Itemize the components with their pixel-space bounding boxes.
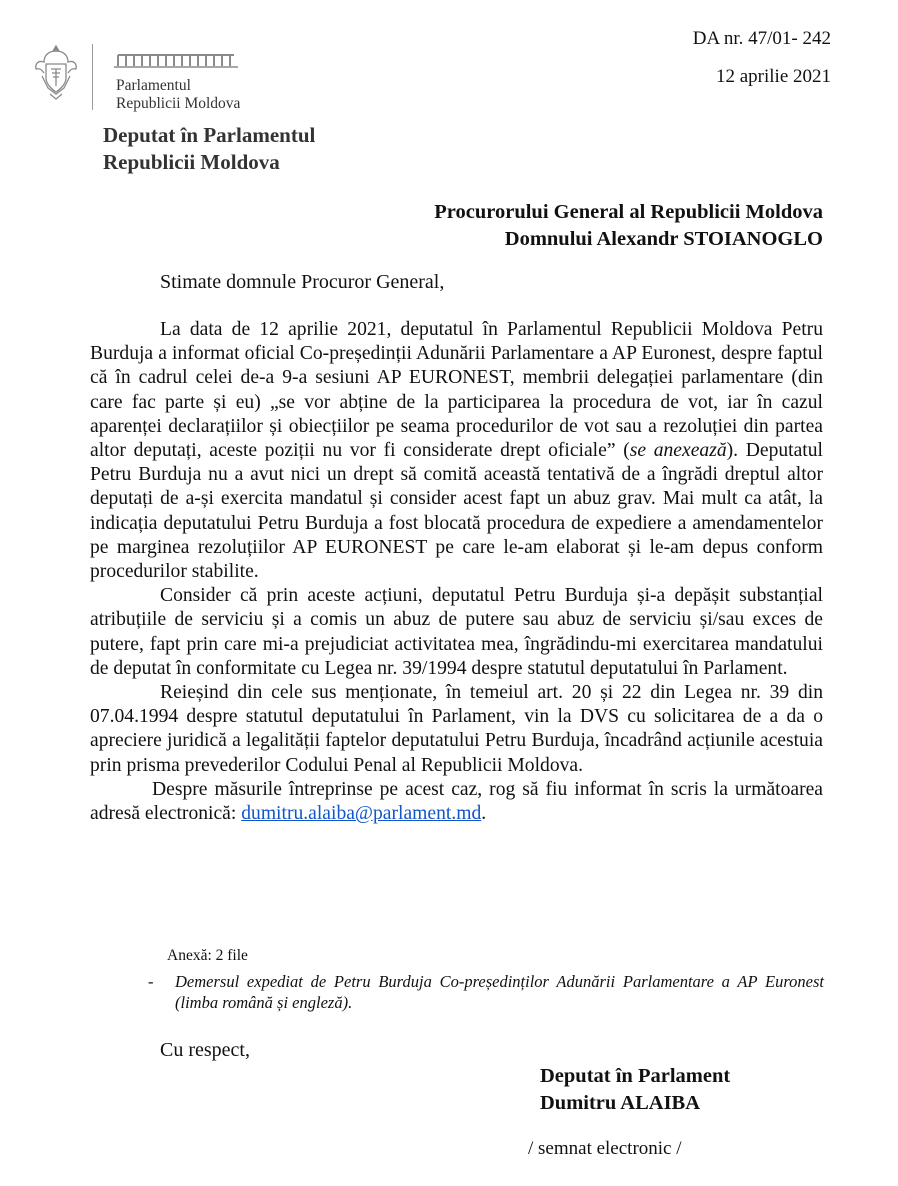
signature-block [540,1063,730,1117]
reference-date: 12 aprilie 2021 [715,66,831,87]
reference-number: DA nr. 47/01- 242 [692,28,831,49]
annex-title: Anexă: 2 file [167,947,248,964]
moldova-coat-of-arms-icon [34,42,78,102]
body-paragraph-3: Reieșind din cele sus menționate, în temeiul art. 20 și 22 din Legea nr. 39 din 07.04.1994 despre statutul deputatului în Parlament, vin la DVS cu solicitarea de a da o apreciere juridică a legalității faptelor deputatului Petru Burduja, încadrând acțiunile acestuia prin prisma prevederilor Codului Penal al Republicii Moldova. [90,682,823,776]
signature-title: Deputat în Parlament [540,1065,731,1087]
annex-bullet: - [148,972,154,991]
body-paragraph-2: Consider că prin aceste acțiuni, deputatul Petru Burduja și-a depășit substanțial atribuțiile de serviciu și a comis un abuz de putere sau abuz de serviciu și/sau exces de putere, fapt prin care mi-a prejudiciat activitatea mea, îngrădindu-mi exercitarea mandatului de deputat în conformitate cu Legea nr. 39/1994 despre statutul deputatului în Parlament. [90,585,823,679]
organization-name-line1: Parlamentul [116,77,191,94]
letterhead-logo [34,42,266,116]
sender-block [103,122,315,176]
annex-item-text: Demersul expediat de Petru Burduja Co-președinților Adunării Parlamentare a AP Euronest (limba română și engleză). [175,972,824,1012]
body-paragraph-4-text: Despre măsurile întreprinse pe acest caz, rog să fiu informat în scris la următoarea adresă electronică: [90,778,823,825]
addressee-line2: Domnului Alexandr STOIANOGLO [504,228,823,250]
body-paragraph-1-text-b: ). Deputatul Petru Burduja nu a avut nici un drept să comită această tentativă de a îngrădi dreptul altor deputați de a-și exercita mandatul și consider acest fapt un abuz grav. Mai mult ca atât, la indicația deputatului Petru Burduja a fost blocată procedura de expediere a amendamentelor pe marginea rezoluțiilor AP EURONEST pe care le-am elaborat și le-am depus conform procedurilor stabilite. [90,440,823,583]
body-paragraph-4-end: . [481,803,487,825]
signature-name: Dumitru ALAIBA [540,1092,701,1114]
annex-reference: se anexează [629,440,727,462]
electronic-signature: / semnat electronic / [528,1138,682,1159]
body-paragraph-4 [90,778,823,826]
annex-item [148,971,824,1013]
salutation: Stimate domnule Procuror General, [160,271,445,293]
body-paragraph-1 [90,318,823,584]
organization-name-line2: Republicii Moldova [116,95,241,112]
closing: Cu respect, [160,1039,250,1061]
letterhead-divider [92,44,93,110]
body-paragraph-1-text-a: La data de 12 aprilie 2021, deputatul în Parlamentul Republicii Moldova Petru Burduja a informat oficial Co-președinții Adunării Parlamentare a AP Euronest, despre faptul că în cadrul celei de-a 9-a sesiuni AP EURONEST, membrii delegației parlamentare (din care fac parte și eu) „se vor abține de la participarea la procedura de vot, iar în cazul aparenței declarațiilor și obiecțiilor pe seama procedurilor de vot sau a rezoluției din partea altor deputați, aceste poziții nu vor fi considerate drept oficiale” ( [90,319,823,462]
email-link[interactable]: dumitru.alaiba@parlament.md [241,803,482,825]
addressee-block [434,199,823,253]
addressee-line1: Procurorului General al Republicii Moldova [434,201,823,223]
parliament-building-icon [104,46,248,72]
sender-line2: Republicii Moldova [103,150,280,174]
organization-name [116,77,240,113]
sender-line1: Deputat în Parlamentul [103,123,316,147]
letter-body [90,318,823,826]
